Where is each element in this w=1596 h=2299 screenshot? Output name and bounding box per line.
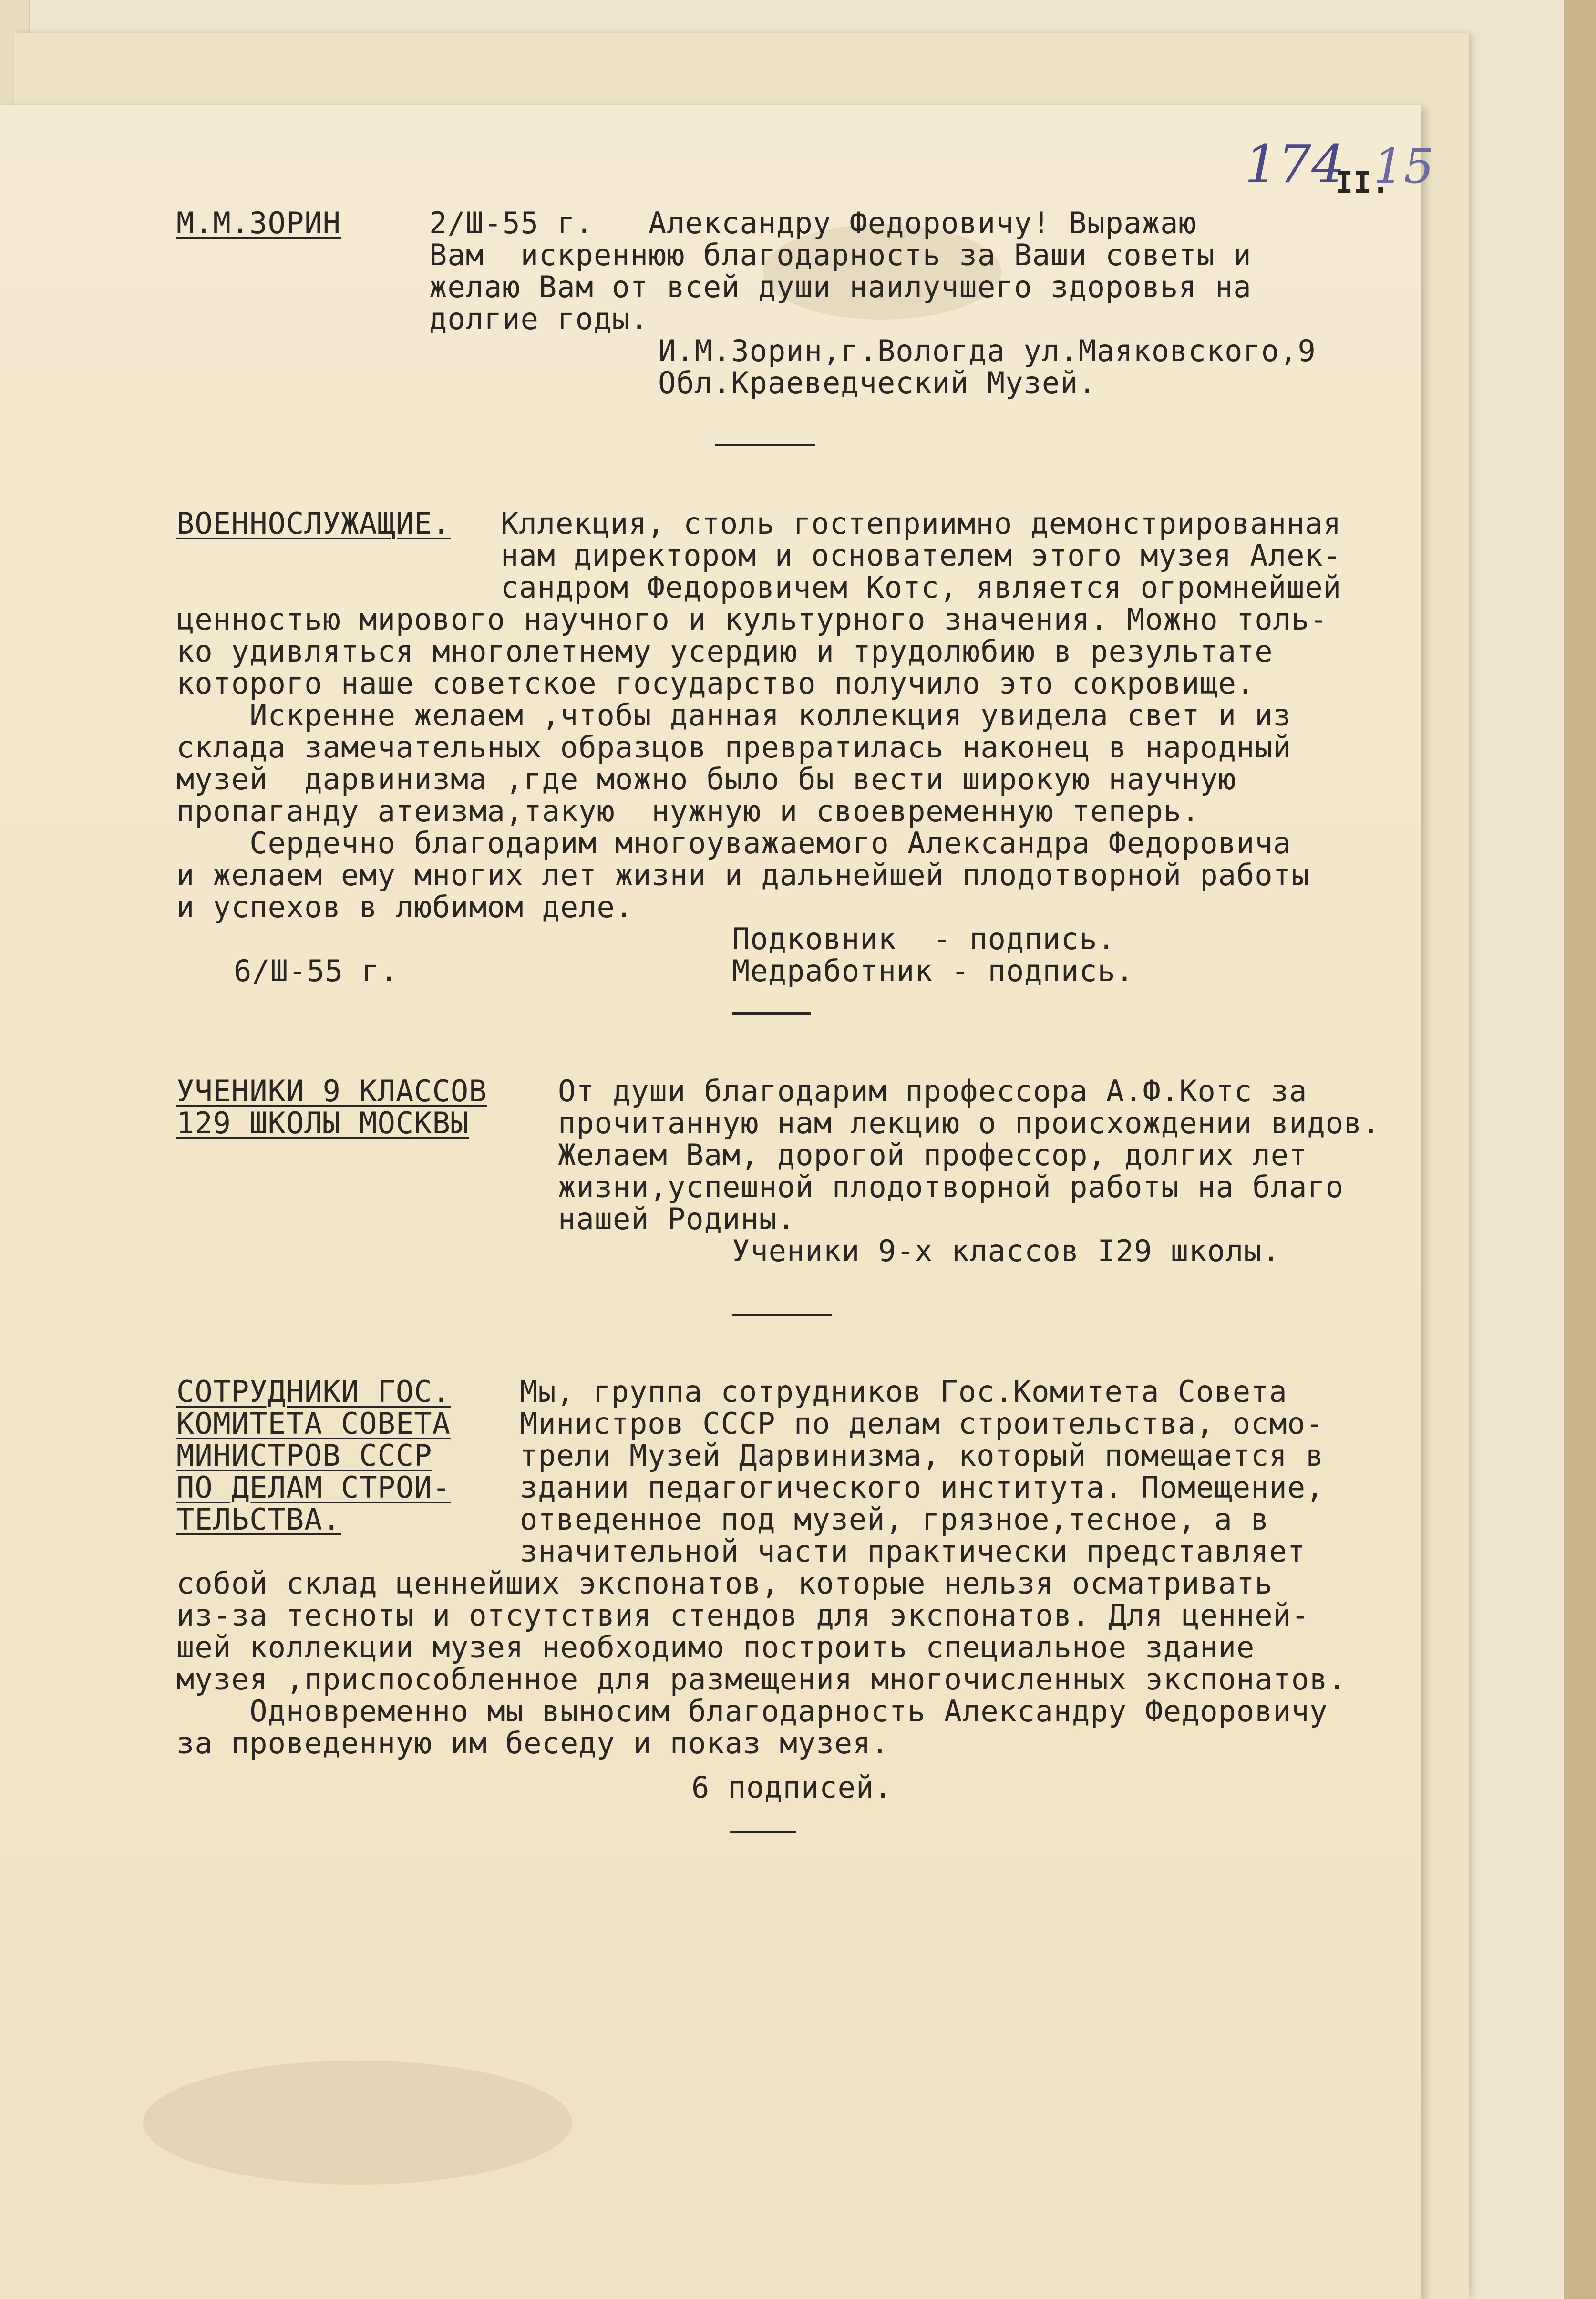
page-edge-strip — [1564, 0, 1596, 2299]
entry-2-line: музей дарвинизма ,где можно было бы вести широкую научную — [176, 762, 1236, 797]
entry-3-line: От души благодарим профессора А.Ф.Котс за — [558, 1074, 1308, 1108]
entry-2-line: ценностью мирового научного и культурного значения. Можно толь- — [176, 602, 1328, 637]
entry-4-author: КОМИТЕТА СОВЕТА — [176, 1406, 451, 1441]
entry-1-signature: И.М.Зорин,г.Вологда ул.Маяковского,9 — [658, 333, 1316, 368]
entry-2-line: сандром Федоровичем Котс, является огромнейшей — [501, 570, 1342, 605]
paper-stain — [143, 2061, 572, 2185]
entry-2-signature: Медработник - подпись. — [732, 953, 1134, 988]
entry-4-line: Мы, группа сотрудников Гос.Комитета Совета — [520, 1374, 1287, 1409]
entry-4-line: трели Музей Дарвинизма, который помещается в — [520, 1438, 1324, 1473]
entry-4-line: здании педагогического института. Помещение, — [520, 1470, 1324, 1505]
entry-2-line: и желаем ему многих лет жизни и дальнейшей плодотворной работы — [176, 858, 1310, 892]
entry-2-author: ВОЕННОСЛУЖАЩИЕ. — [176, 506, 451, 541]
section-divider — [730, 1831, 796, 1833]
entry-3-line: нашей Родины. — [558, 1201, 796, 1236]
entry-4-line: шей коллекции музея необходимо построить специальное здание — [176, 1630, 1255, 1665]
entry-4-line: Министров СССР по делам строительства, осмо- — [520, 1406, 1324, 1441]
entry-4-author: ТЕЛЬСТВА. — [176, 1502, 341, 1537]
section-divider — [715, 444, 815, 446]
entry-1-signature: Обл.Краеведческий Музей. — [658, 365, 1097, 400]
entry-4-author: ПО ДЕЛАМ СТРОИ- — [176, 1470, 451, 1505]
entry-2-line: ко удивляться многолетнему усердию и трудолюбию в результате — [176, 634, 1273, 669]
entry-2-line: пропаганду атеизма,такую нужную и своевременную теперь. — [176, 794, 1200, 828]
entry-2-date: 6/Ш-55 г. — [234, 953, 398, 988]
entry-1-line: желаю Вам от всей души наилучшего здоровья на — [429, 269, 1252, 304]
entry-2-line: и успехов в любимом деле. — [176, 890, 634, 924]
entry-2-signature: Подковник - подпись. — [732, 922, 1116, 956]
handwritten-folio-number: 174 — [1245, 134, 1345, 195]
entry-2-line: склада замечательных образцов превратилась наконец в народный — [176, 730, 1291, 765]
entry-3-line: жизни,успешной плодотворной работы на благо — [558, 1170, 1344, 1204]
document-page — [0, 105, 1434, 2299]
entry-1-line: долгие годы. — [429, 301, 649, 336]
entry-4-author: СОТРУДНИКИ ГОС. — [176, 1374, 451, 1409]
entry-2-line: которого наше советское государство получило это сокровище. — [176, 666, 1255, 701]
section-divider — [732, 1012, 811, 1015]
entry-3-line: Желаем Вам, дорогой профессор, долгих лет — [558, 1138, 1308, 1172]
entry-2-line: Сердечно благодарим многоуважаемого Александра Федоровича — [176, 826, 1291, 860]
entry-4-line: из-за тесноты и отсутствия стендов для экспонатов. Для ценней- — [176, 1598, 1310, 1633]
entry-2-line: Кллекция, столь гостеприимно демонстрированная — [501, 506, 1342, 541]
entry-4-line: отведенное под музей, грязное,тесное, а в — [520, 1502, 1269, 1537]
entry-3-line: прочитанную нам лекцию о происхождении видов. — [558, 1106, 1380, 1140]
entry-4-line: собой склад ценнейших экспонатов, которые нельзя осматривать — [176, 1566, 1273, 1601]
entry-4-author: МИНИСТРОВ СССР — [176, 1438, 432, 1473]
entry-3-author: 129 ШКОЛЫ МОСКВЫ — [176, 1106, 469, 1140]
entry-3-signature: Ученики 9-х классов I29 школы. — [732, 1233, 1280, 1268]
entry-2-line: Искренне желаем ,чтобы данная коллекция увидела свет и из — [176, 698, 1291, 733]
entry-2-line: нам директором и основателем этого музея Алек- — [501, 538, 1342, 573]
entry-1-line: Вам искреннюю благодарность за Ваши советы и — [429, 238, 1252, 272]
entry-4-line: значительной части практически представляет — [520, 1534, 1306, 1569]
entry-1-line: 2/Ш-55 г. Александру Федоровичу! Выражаю — [429, 206, 1197, 240]
section-divider — [732, 1314, 832, 1316]
entry-4-signature: 6 подписей. — [691, 1770, 893, 1805]
entry-4-line: за проведенную им беседу и показ музея. — [176, 1726, 889, 1760]
entry-1-author: М.М.ЗОРИН — [176, 206, 341, 240]
handwritten-mark: 15 — [1373, 138, 1434, 194]
entry-4-line: музея ,приспособленное для размещения многочисленных экспонатов. — [176, 1662, 1346, 1697]
page-number: II. — [1335, 165, 1390, 200]
entry-3-author: УЧЕНИКИ 9 КЛАССОВ — [176, 1074, 487, 1108]
entry-4-line: Одновременно мы выносим благодарность Александру Федоровичу — [176, 1694, 1328, 1729]
